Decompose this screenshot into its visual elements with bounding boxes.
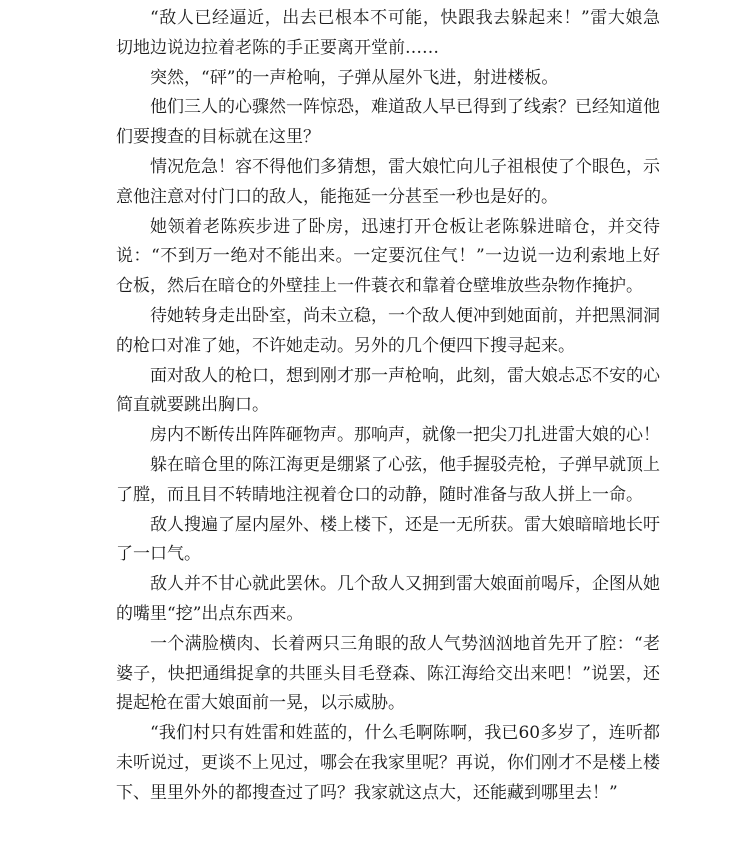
paragraph: 面对敌人的枪口，想到刚才那一声枪响，此刻，雷大娘忐忑不安的心简直就要跳出胸口。 [116, 365, 660, 416]
paragraph: 房内不断传出阵阵砸物声。那响声，就像一把尖刀扎进雷大娘的心！ [150, 425, 660, 446]
paragraph: 待她转身走出卧室，尚未立稳，一个敌人便冲到她面前，并把黑洞洞的枪口对准了她，不许她走动。另外的几个便四下搜寻起来。 [116, 305, 660, 356]
paragraph: 她领着老陈疾步进了卧房，迅速打开仓板让老陈躲进暗仓，并交待说：“不到万一绝对不能出来。一定要沉住气！”一边说一边利索地上好仓板，然后在暗仓的外壁挂上一件蓑衣和靠着仓壁堆放些杂物作掩护。 [116, 216, 660, 297]
paragraph: “敌人已经逼近，出去已根本不可能，快跟我去躲起来！”雷大娘急切地边说边拉着老陈的手正要离开堂前…… [116, 8, 660, 58]
paragraph: 敌人搜遍了屋内屋外、楼上楼下，还是一无所获。雷大娘暗暗地长吁了一口气。 [116, 514, 660, 565]
story-page [116, 4, 660, 809]
paragraph: 一个满脸横肉、长着两只三角眼的敌人气势汹汹地首先开了腔：“老婆子，快把通缉捉拿的共匪头目毛登森、陈江海给交出来吧！”说罢，还提起枪在雷大娘面前一晃，以示威胁。 [116, 633, 660, 714]
paragraph: 他们三人的心骤然一阵惊恐，难道敌人早已得到了线索？已经知道他们要搜查的目标就在这里？ [116, 97, 660, 148]
paragraph: 敌人并不甘心就此罢休。几个敌人又拥到雷大娘面前喝斥，企图从她的嘴里“挖”出点东西来。 [116, 574, 660, 624]
paragraph: 突然，“砰”的一声枪响，子弹从屋外飞进，射进楼板。 [150, 67, 559, 88]
paragraph: “我们村只有姓雷和姓蓝的，什么毛啊陈啊，我已60多岁了，连听都未听说过，更谈不上见过，哪会在我家里呢？再说，你们刚才不是楼上楼下、里里外外的都搜查过了吗？我家就这点大，还能藏到哪里去！” [116, 723, 660, 803]
paragraph: 情况危急！容不得他们多猜想，雷大娘忙向儿子祖根使了个眼色，示意他注意对付门口的敌人，能拖延一分甚至一秒也是好的。 [116, 156, 660, 207]
paragraph: 躲在暗仓里的陈江海更是绷紧了心弦，他手握驳壳枪，子弹早就顶上了膛，而且目不转睛地注视着仓口的动静，随时准备与敌人拼上一命。 [116, 454, 660, 505]
